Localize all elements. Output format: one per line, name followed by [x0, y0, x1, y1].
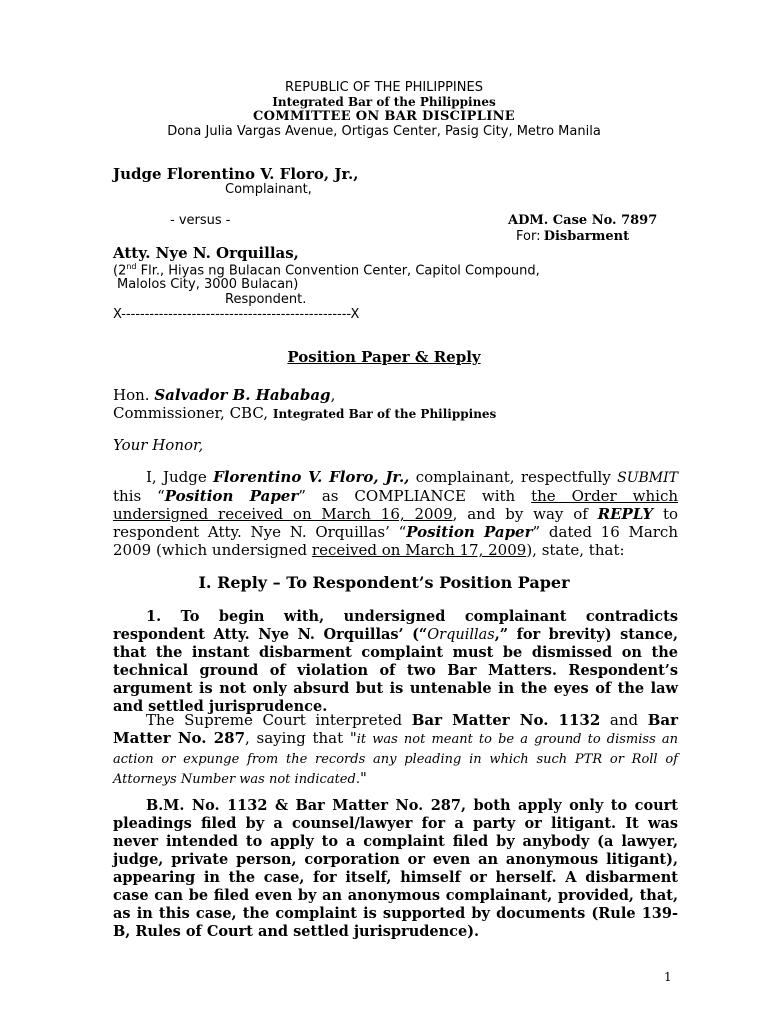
paragraph-3: B.M. No. 1132 & Bar Matter No. 287, both apply only to court pleadings filed by a counsel/lawyer for a party or litigant. It was never intended to apply to a complaint filed by anybody (a lawyer, judge, private person, corporation or even an anonymous litigant), appearing in the case, for itself, himself or herself. A disbarment case can be filed even by an anonymous complainant, provided, that, as in this case, the complaint is supported by documents (Rule 139-B, Rules of Court and settled jurisprudence). — [113, 797, 678, 940]
addressee-line1 — [113, 386, 335, 404]
intro-reply: REPLY — [597, 505, 654, 523]
respondent-role: Respondent. — [225, 292, 307, 307]
header-ibp: Integrated Bar of the Philippines — [272, 95, 496, 109]
para2-bm287: Bar Matter No. 287 — [113, 711, 678, 747]
versus-label: - versus - — [170, 213, 231, 228]
respondent-address-line2: Malolos City, 3000 Bulacan) — [117, 277, 299, 292]
paragraph-1 — [113, 608, 678, 716]
intro-t15: ), state, that: — [526, 541, 625, 559]
complainant-role: Complainant, — [225, 182, 312, 197]
intro-t7: ” as COMPLIANCE with — [298, 487, 532, 505]
intro-position-paper-2: Position Paper — [406, 523, 533, 541]
commissioner-title: Commissioner, CBC, — [113, 404, 269, 422]
case-purpose — [516, 228, 629, 244]
respondent-name: Atty. Nye N. Orquillas, — [113, 244, 299, 262]
for-label: For: — [516, 229, 541, 244]
addressee-comma: , — [330, 386, 336, 404]
intro-received-date: received on March 17, 2009 — [311, 541, 527, 559]
para2-bm1132: Bar Matter No. 1132 — [411, 711, 601, 729]
document-title: Position Paper & Reply — [287, 348, 481, 366]
commissioner-org: Integrated Bar of the Philippines — [272, 407, 497, 421]
complainant-name: Judge Florentino V. Floro, Jr., — [113, 165, 359, 183]
for-value: Disbarment — [543, 229, 630, 244]
intro-t5: this “ — [113, 487, 165, 505]
para2-e: , saying that " — [245, 729, 357, 747]
para2-a: The Supreme Court interpreted — [146, 711, 412, 729]
intro-t3: complainant, respectfully — [409, 468, 618, 486]
respondent-address-line1 — [113, 262, 540, 278]
para2-quote: it was not meant to be a ground to dismiss an action or expunge from the records any pleading in which such PTR or Roll of Attorneys Number was not indicated. — [113, 732, 678, 787]
addr-rest: Flr., Hiyas ng Bulacan Convention Center, Capitol Compound, — [136, 263, 540, 279]
para2-c: and — [600, 711, 648, 729]
intro-order-ref: the Order which undersigned received on March 16, 2009 — [113, 487, 679, 523]
header-committee: COMMITTEE ON BAR DISCIPLINE — [253, 109, 515, 124]
intro-t9: , and by way of — [452, 505, 598, 523]
para1-a: 1. To begin with, undersigned complainant contradicts respondent Atty. Nye N. Orquillas’ (“ — [113, 608, 678, 643]
addr-sup: nd — [126, 262, 137, 271]
paragraph-2 — [113, 711, 678, 789]
addr-open: (2 — [113, 263, 127, 279]
intro-complainant: Florentino V. Floro, Jr., — [213, 468, 410, 486]
hon-label: Hon. — [113, 386, 150, 404]
intro-t13: ” dated 16 March 2009 (which undersigned — [113, 523, 678, 559]
intro-t1: I, Judge — [146, 468, 214, 486]
para2-g: " — [359, 769, 367, 787]
header-address: Dona Julia Vargas Avenue, Ortigas Center, Pasig City, Metro Manila — [167, 124, 601, 139]
caption-separator: X-------------------------------------------------X — [113, 307, 360, 322]
addressee-line2 — [113, 404, 496, 422]
commissioner-name: Salvador B. Hababag — [154, 386, 331, 404]
page-number: 1 — [664, 970, 672, 984]
case-number: ADM. Case No. 7897 — [508, 213, 658, 228]
intro-paragraph — [113, 468, 678, 559]
intro-submit: SUBMIT — [617, 470, 679, 486]
intro-t11: to respondent Atty. Nye N. Orquillas’ “ — [113, 505, 679, 541]
para1-orquillas: Orquillas — [427, 627, 495, 643]
header-republic: REPUBLIC OF THE PHILIPPINES — [285, 80, 483, 95]
section-heading: I. Reply – To Respondent’s Position Paper — [198, 573, 570, 592]
para1-c: ,” for brevity) stance, that the instant disbarment complaint must be dismissed on the technical ground of violation of two Bar Matters. Respondent’s argument is not only absurd but is untenable in the eyes of the law and settled jurisprudence. — [113, 626, 678, 715]
intro-position-paper: Position Paper — [164, 487, 299, 505]
salutation: Your Honor, — [113, 436, 204, 454]
